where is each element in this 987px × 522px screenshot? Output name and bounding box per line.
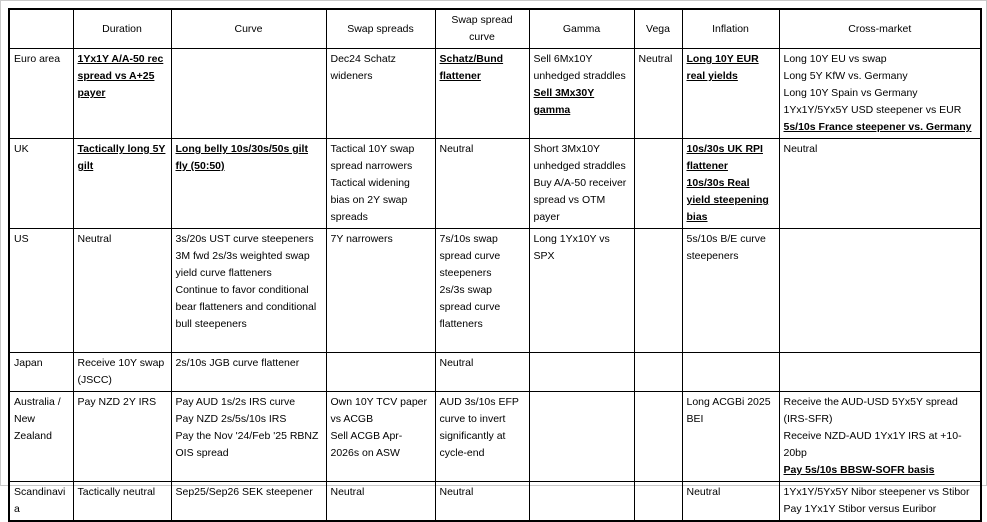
trade-item: Neutral [439, 143, 474, 155]
cell-australia-new-zealand-inflation [682, 392, 779, 482]
cell-uk-duration [73, 139, 171, 229]
trade-item: 2s/3s swap spread curve flatteners [439, 284, 501, 330]
table-row-japan [9, 353, 981, 392]
cell-australia-new-zealand-swap_spread_curve [435, 392, 529, 482]
trade-item: Neutral [439, 486, 474, 498]
column-header-cross_market: Cross-market [779, 9, 981, 49]
trade-item: Continue to favor conditional bear flatteners and conditional bull steepeners [175, 284, 317, 330]
column-header-swap_spreads: Swap spreads [326, 9, 435, 49]
cell-euro-area-swap_spreads [326, 49, 435, 139]
trade-item: Pay NZD 2Y IRS [77, 396, 157, 408]
trade-item: 1Yx1Y/5Yx5Y USD steepener vs EUR [783, 104, 962, 116]
cell-us-swap_spreads [326, 229, 435, 353]
trade-item: Dec24 Schatz wideners [330, 53, 396, 82]
trade-item: 10s/30s Real yield steepening bias [686, 177, 769, 223]
trade-item: 2s/10s JGB curve flattener [175, 357, 300, 369]
table-row-uk [9, 139, 981, 229]
cell-australia-new-zealand-gamma [529, 392, 634, 482]
cell-euro-area-gamma [529, 49, 634, 139]
trade-item: Long 1Yx10Y vs SPX [533, 233, 610, 262]
table-row-us [9, 229, 981, 353]
trade-item: Receive 10Y swap (JSCC) [77, 357, 165, 386]
cell-euro-area-vega [634, 49, 682, 139]
cell-australia-new-zealand-duration [73, 392, 171, 482]
trade-item: Long 10Y EU vs swap [783, 53, 887, 65]
cell-us-gamma [529, 229, 634, 353]
trade-item: Pay 1Yx1Y Stibor versus Euribor [783, 503, 937, 515]
trade-item: Long 10Y EUR real yields [686, 53, 759, 82]
trade-item: Pay NZD 2s/5s/10s IRS [175, 413, 287, 425]
table-row-scandinavia [9, 482, 981, 522]
cell-japan-curve [171, 353, 326, 392]
trade-item: Long 5Y KfW vs. Germany [783, 70, 908, 82]
trade-item: Tactically long 5Y gilt [77, 143, 166, 172]
cell-japan-cross_market [779, 353, 981, 392]
cell-scandinavia-cross_market [779, 482, 981, 522]
row-label-uk: UK [9, 139, 73, 229]
trade-item: Tactical widening bias on 2Y swap spreads [330, 177, 410, 223]
row-label-us: US [9, 229, 73, 353]
trade-item: Long belly 10s/30s/50s gilt fly (50:50) [175, 143, 308, 172]
table-row-australia-new-zealand [9, 392, 981, 482]
cell-euro-area-curve [171, 49, 326, 139]
cell-euro-area-duration [73, 49, 171, 139]
trade-item: Pay 5s/10s BBSW-SOFR basis [783, 464, 935, 476]
trade-item: Neutral [783, 143, 818, 155]
trade-item: Tactically neutral [77, 486, 156, 498]
cell-uk-vega [634, 139, 682, 229]
column-header-inflation: Inflation [682, 9, 779, 49]
trade-item: 3M fwd 2s/3s weighted swap yield curve flatteners [175, 250, 310, 279]
cell-uk-cross_market [779, 139, 981, 229]
trade-item: Neutral [638, 53, 673, 65]
row-label-euro-area: Euro area [9, 49, 73, 139]
trade-item: Sell 6Mx10Y unhedged straddles [533, 53, 626, 82]
cell-japan-swap_spreads [326, 353, 435, 392]
cell-euro-area-cross_market [779, 49, 981, 139]
header-row [9, 9, 981, 49]
trade-item: Sell ACGB Apr-2026s on ASW [330, 430, 403, 459]
cell-us-vega [634, 229, 682, 353]
trade-item: Receive NZD-AUD 1Yx1Y IRS at +10-20bp [783, 430, 962, 459]
cell-us-inflation [682, 229, 779, 353]
cell-scandinavia-gamma [529, 482, 634, 522]
trade-item: Receive the AUD-USD 5Yx5Y spread (IRS-SFR) [783, 396, 958, 425]
trade-item: 1Yx1Y A/A-50 rec spread vs A+25 payer [77, 53, 164, 99]
column-header-duration: Duration [73, 9, 171, 49]
cell-us-cross_market [779, 229, 981, 353]
cell-uk-swap_spreads [326, 139, 435, 229]
trade-item: AUD 3s/10s EFP curve to invert significantly at cycle-end [439, 396, 519, 459]
cell-scandinavia-duration [73, 482, 171, 522]
trade-item: Neutral [77, 233, 112, 245]
cell-uk-curve [171, 139, 326, 229]
trade-recommendations-table [8, 8, 982, 522]
trade-item: Long ACGBi 2025 BEI [686, 396, 771, 425]
trade-item: Long 10Y Spain vs Germany [783, 87, 918, 99]
cell-euro-area-swap_spread_curve [435, 49, 529, 139]
trade-item: Own 10Y TCV paper vs ACGB [330, 396, 427, 425]
column-header-blank [9, 9, 73, 49]
trade-item: Short 3Mx10Y unhedged straddles [533, 143, 626, 172]
cell-japan-inflation [682, 353, 779, 392]
row-label-scandinavia: Scandinavia [9, 482, 73, 522]
cell-uk-swap_spread_curve [435, 139, 529, 229]
trade-item: 5s/10s B/E curve steepeners [686, 233, 766, 262]
column-header-curve: Curve [171, 9, 326, 49]
column-header-swap_spread_curve: Swap spread curve [435, 9, 529, 49]
column-header-gamma: Gamma [529, 9, 634, 49]
trade-item: Buy A/A-50 receiver spread vs OTM payer [533, 177, 627, 223]
cell-australia-new-zealand-curve [171, 392, 326, 482]
cell-australia-new-zealand-cross_market [779, 392, 981, 482]
trade-item: Pay the Nov '24/Feb '25 RBNZ OIS spread [175, 430, 319, 459]
column-header-vega: Vega [634, 9, 682, 49]
cell-japan-vega [634, 353, 682, 392]
trade-item: Pay AUD 1s/2s IRS curve [175, 396, 296, 408]
cell-uk-gamma [529, 139, 634, 229]
trade-item: Neutral [439, 357, 474, 369]
cell-scandinavia-curve [171, 482, 326, 522]
row-label-australia-new-zealand: Australia / New Zealand [9, 392, 73, 482]
cell-scandinavia-swap_spread_curve [435, 482, 529, 522]
trade-item: 5s/10s France steepener vs. Germany [783, 121, 972, 133]
cell-us-curve [171, 229, 326, 353]
trade-item: 3s/20s UST curve steepeners [175, 233, 314, 245]
cell-uk-inflation [682, 139, 779, 229]
cell-us-duration [73, 229, 171, 353]
cell-scandinavia-vega [634, 482, 682, 522]
trade-item: Schatz/Bund flattener [439, 53, 504, 82]
cell-us-swap_spread_curve [435, 229, 529, 353]
cell-japan-gamma [529, 353, 634, 392]
trade-item: Sep25/Sep26 SEK steepener [175, 486, 313, 498]
cell-scandinavia-swap_spreads [326, 482, 435, 522]
cell-euro-area-inflation [682, 49, 779, 139]
cell-australia-new-zealand-swap_spreads [326, 392, 435, 482]
row-label-japan: Japan [9, 353, 73, 392]
trade-item: 7Y narrowers [330, 233, 393, 245]
trade-item: 1Yx1Y/5Yx5Y Nibor steepener vs Stibor [783, 486, 970, 498]
trade-item: 10s/30s UK RPI flattener [686, 143, 763, 172]
trade-item: Neutral [686, 486, 721, 498]
cell-australia-new-zealand-vega [634, 392, 682, 482]
table-row-euro-area [9, 49, 981, 139]
cell-japan-duration [73, 353, 171, 392]
trade-item: Sell 3Mx30Y gamma [533, 87, 595, 116]
trade-item: Neutral [330, 486, 365, 498]
cell-scandinavia-inflation [682, 482, 779, 522]
cell-japan-swap_spread_curve [435, 353, 529, 392]
trade-item: 7s/10s swap spread curve steepeners [439, 233, 501, 279]
trade-item: Tactical 10Y swap spread narrowers [330, 143, 415, 172]
